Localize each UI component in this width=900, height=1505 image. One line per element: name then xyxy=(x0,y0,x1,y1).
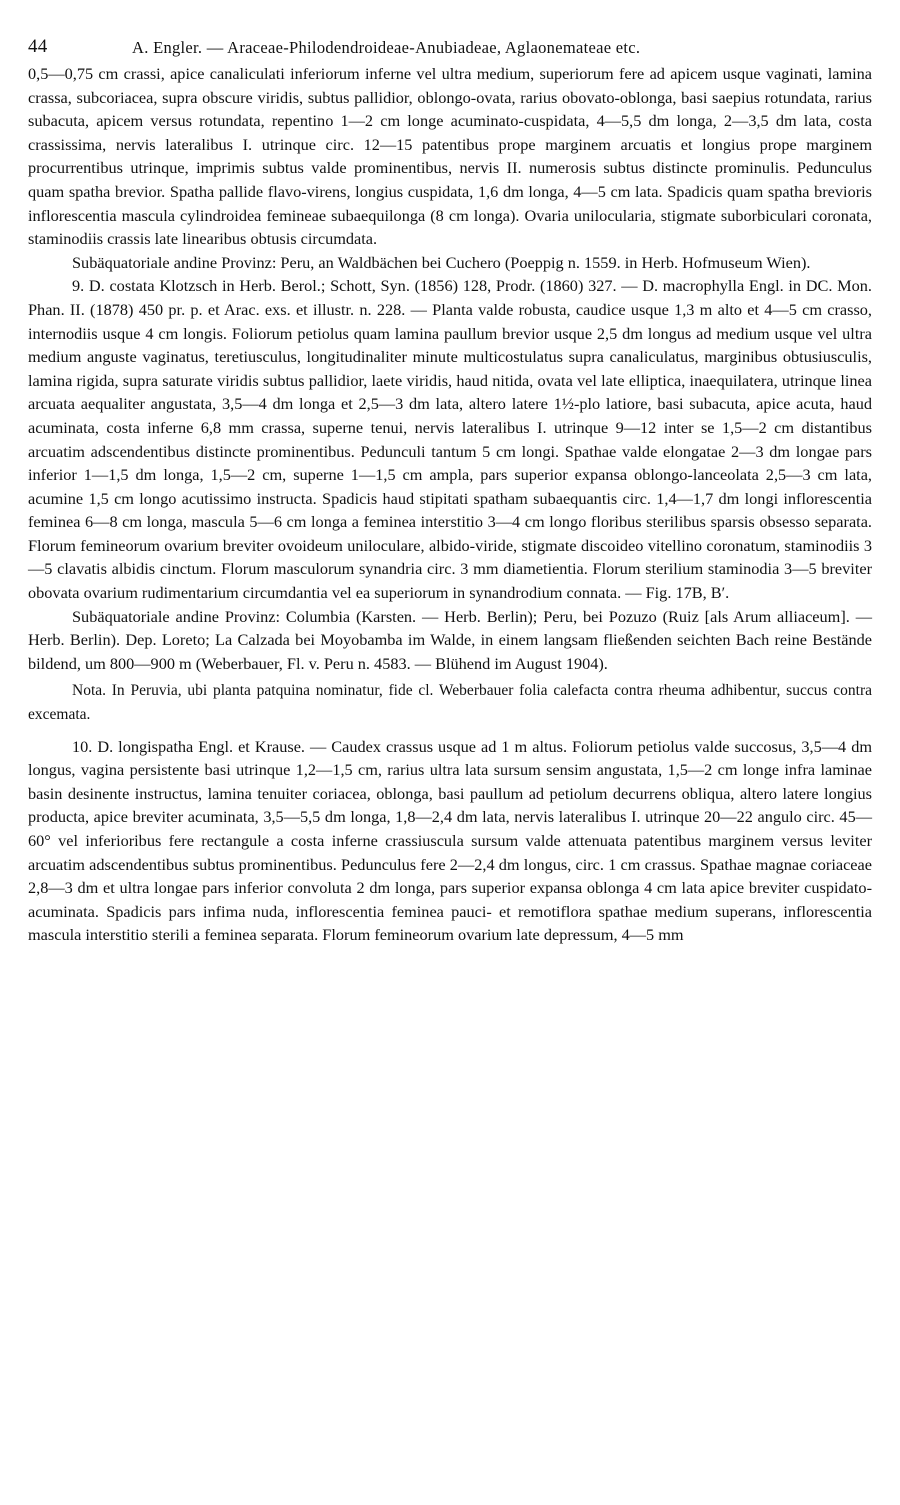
document-body xyxy=(28,62,872,947)
page-number: 44 xyxy=(28,36,48,57)
running-head xyxy=(28,28,872,62)
nota-paragraph: Nota. In Peruvia, ubi planta patquina nominatur, fide cl. Weberbauer folia calefacta contra rheuma adhibentur, succus contra excemata. xyxy=(28,682,872,724)
description-paragraph: 0,5—0,75 cm crassi, apice canaliculati inferiorum inferne vel ultra medium, superiorum fere ad apicem usque vaginati, lamina crassa, subcoriacea, supra obscure viridis, subtus pallidior, oblongo-ovata, rarius obovato-oblonga, basi saepius rotundata, rarius subacuta, apicem versus rotundata, repentino 1—2 cm longe acuminato-cuspidata, 4—5,5 dm longa, 2—3,5 dm lata, costa crassissima, nervis lateralibus I. utrinque circ. 12—15 patentibus prope marginem arcuatis et longius prope marginem procurrentibus utrinque, imprimis subtus valde prominentibus, nervis II. numerosis subtus distincte prominulis. Pedunculus quam spatha brevior. Spatha pallide flavo-virens, longius cuspidata, 1,6 dm longa, 4—5 cm lata. Spadicis quam spatha brevioris inflorescentia mascula cylindroidea femineae subaequilonga (8 cm longa). Ovaria unilocularia, stigmate suborbiculari coronata, staminodiis crassis late linearibus obtusis circumdata. xyxy=(28,64,872,249)
distribution-paragraph: Subäquatoriale andine Provinz: Peru, an Waldbächen bei Cuchero (Poeppig n. 1559. in Herb. Hofmuseum Wien). xyxy=(72,252,811,272)
species-costata-paragraph: 9. D. costata Klotzsch in Herb. Berol.; Schott, Syn. (1856) 128, Prodr. (1860) 327. — D. macrophylla Engl. in DC. Mon. Phan. II. (1878) 450 pr. p. et Arac. exs. et illustr. n. 228. — Planta valde robusta, caudice usque 1,3 m alto et 4—5 cm crasso, internodiis usque 4 cm longis. Foliorum petiolus quam lamina paullum brevior usque 2,5 dm longus ad medium usque vel ultra medium anguste vaginatus, teretiusculus, longitudinaliter minute multicostulatus supra canaliculatus, marginibus obtusiusculis, lamina rigida, supra saturate viridis subtus pallidior, laete viridis, haud nitida, ovata vel late elliptica, inaequilatera, utrinque linea arcuata aequaliter angustata, 3,5—4 dm longa et 2,5—3 dm lata, altero latere 1½-plo latiore, basi subacuta, apice acuta, haud acuminata, costa inferne 6,8 mm crassa, superne tenui, nervis lateralibus I. utrinque 9—12 inter se 1,5—2 cm distantibus arcuatim adscendentibus distincte prominentibus. Pedunculi tantum 5 cm longi. Spathae valde elongatae 2—3 dm longae pars inferior 1—1,5 dm longa, 1,5—2 cm, superne 1—1,5 cm ampla, pars superior expansa oblongo-lanceolata 2,5—3 cm lata, acumine 1,5 cm longo acutissimo instructa. Spadicis haud stipitati spatham subaequantis circ. 1,4—1,7 dm longi inflorescentia feminea 6—8 cm longa, mascula 5—6 cm longa a feminea interstitio 3—4 cm longo floribus sterilibus sparsis obsesso separata. Florum femineorum ovarium breviter ovoideum uniloculare, albido-viride, stigmate discoideo vitellino coronatum, staminodiis 3—5 clavatis albidis cinctum. Florum masculorum synandria circ. 3 mm diametientia. Florum sterilium staminodia 3—5 breviter obovata ovarium rudimentarium circumdantia vel ea superiorum in synandrodium connata. — Fig. 17B, B′. xyxy=(28,276,872,603)
page xyxy=(28,28,872,947)
running-title: A. Engler. — Araceae-Philodendroideae-Anubiadeae, Aglaonemateae etc. xyxy=(132,38,641,57)
species-longispatha-paragraph: 10. D. longispatha Engl. et Krause. — Caudex crassus usque ad 1 m altus. Foliorum petiolus valde succosus, 3,5—4 dm longus, vagina persistente basi utrinque 1,2—1,5 cm, rarius ultra lata sursum sensim angustata, 1,5—2 cm longe infra laminae basin desinente instructus, lamina tenuiter coriacea, oblonga, basi paullum ad petiolum decurrens obliqua, altero latere longius producta, apice breviter acuminata, 3,5—5,5 dm longa, 1,8—2,4 dm lata, nervis lateralibus I. utrinque 20—22 angulo circ. 45—60° vel inferioribus fere rectangule a costa inferne crassiuscula sursum valde attenuata patentibus marginem versus leviter arcuatim adscendentibus subtus prominentibus. Pedunculus fere 2—2,4 dm longus, circ. 1 cm crassus. Spathae magnae coriaceae 2,8—3 dm et ultra longae pars inferior convoluta 2 dm longa, pars superior expansa oblonga 4 cm lata apice breviter cuspidato-acuminata. Spadicis pars infima nuda, inflorescentia feminea pauci- et remotiflora spathae medium superans, inflorescentia mascula interstitio sterili a feminea separata. Florum femineorum ovarium late depressum, 4—5 mm xyxy=(28,736,872,945)
costata-distribution-paragraph: Subäquatoriale andine Provinz: Columbia (Karsten. — Herb. Berlin); Peru, bei Pozuzo (Ruiz [als Arum alliaceum]. — Herb. Berlin). Dep. Loreto; La Calzada bei Moyobamba im Walde, in einem langsam fließenden seichten Bach reine Bestände bildend, um 800—900 m (Weberbauer, Fl. v. Peru n. 4583. — Blühend im August 1904). xyxy=(28,606,872,673)
